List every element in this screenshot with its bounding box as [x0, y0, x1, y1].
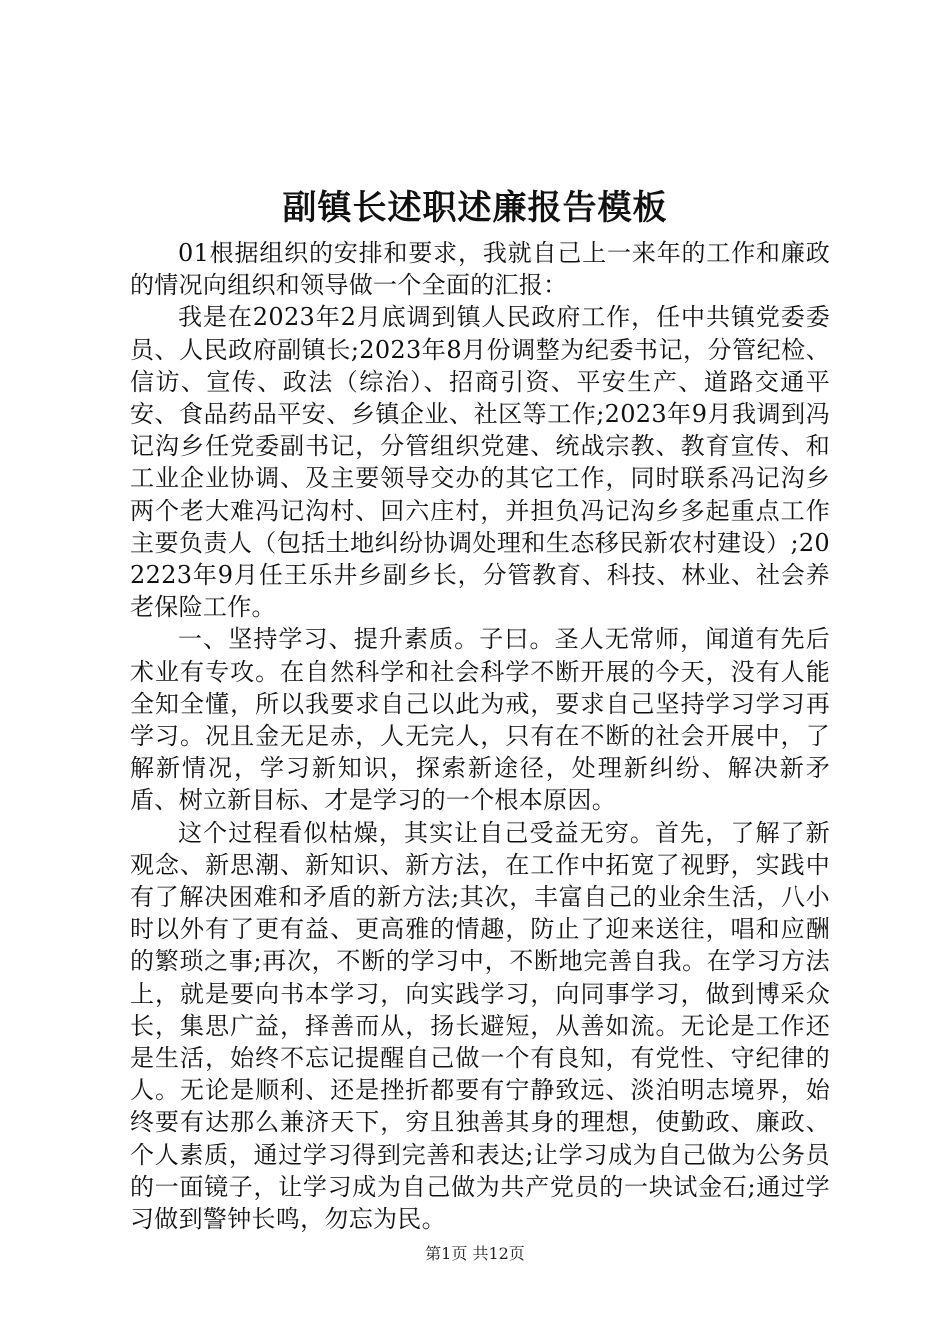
paragraph-study-benefits: 这个过程看似枯燥，其实让自己受益无穷。首先，了解了新观念、新思潮、新知识、新方法，在工作中拓宽了视野，实践中有了解决困难和矛盾的新方法;其次，丰富自己的业余生活，八小时以外有了更有益、更高雅的情趣，防止了迎来送往，唱和应酬的繁琐之事;再次，不断的学习中，不断地完善自我。在学习方法上，就是要向书本学习，向实践学习，向同事学习，做到博采众长，集思广益，择善而从，扬长避短，从善如流。无论是工作还是生活，始终不忘记提醒自己做一个有良知，有党性、守纪律的人。无论是顺利、还是挫折都要有宁静致远、淡泊明志境界，始终要有达那么兼济天下，穷且独善其身的理想，使勤政、廉政、个人素质，通过学习得到完善和表达;让学习成为自己做为公务员的一面镜子，让学习成为自己做为共产党员的一块试金石;通过学习做到警钟长鸣，勿忘为民。	[130, 818, 830, 1234]
document-body	[130, 237, 830, 1235]
document-title: 副镇长述职述廉报告模板	[282, 188, 668, 228]
paragraph-work-history: 我是在2023年2月底调到镇人民政府工作，任中共镇党委委员、人民政府副镇长;2023年8月份调整为纪委书记，分管纪检、信访、宣传、政法（综治）、招商引资、平安生产、道路交通平安、食品药品平安、乡镇企业、社区等工作;2023年9月我调到冯记沟乡任党委副书记，分管组织党建、统战宗教、教育宣传、和工业企业协调、及主要领导交办的其它工作，同时联系冯记沟乡两个老大难冯记沟村、回六庄村，并担负冯记沟乡多起重点工作主要负责人（包括土地纠纷协调处理和生态移民新农村建设）;202223年9月任王乐井乡副乡长，分管教育、科技、林业、社会养老保险工作。	[130, 303, 830, 622]
page-footer: 第1页 共12页	[425, 1244, 525, 1263]
paragraph-study: 一、坚持学习、提升素质。子曰。圣人无常师，闻道有先后术业有专攻。在自然科学和社会科学不断开展的今天，没有人能全知全懂，所以我要求自己以此为戒，要求自己坚持学习学习再学习。况且金无足赤，人无完人，只有在不断的社会开展中，了解新情况，学习新知识，探索新途径，处理新纠纷、解决新矛盾、树立新目标、才是学习的一个根本原因。	[130, 625, 830, 815]
paragraph-intro: 01根据组织的安排和要求，我就自己上一来年的工作和廉政的情况向组织和领导做一个全面的汇报：	[130, 239, 830, 300]
